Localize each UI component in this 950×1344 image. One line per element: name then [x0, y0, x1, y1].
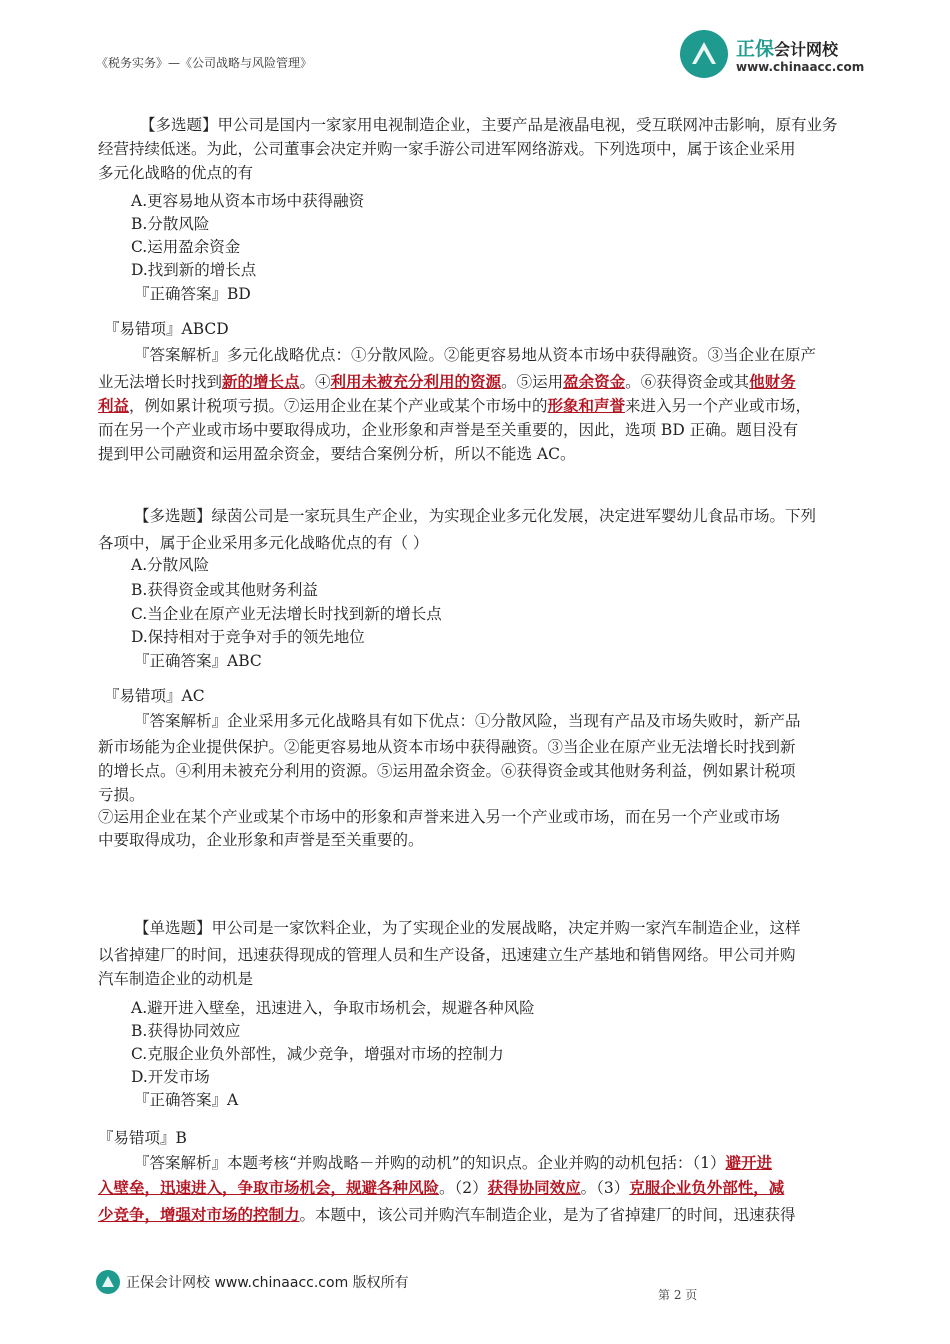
brand-url: www.chinaacc.com: [736, 60, 865, 74]
q2-stem-line-clipped: 各项中，属于企业采用多元化战略优点的有（ ）: [98, 534, 429, 552]
q1-analysis-line-4: 提到甲公司融资和运用盈余资金，要结合案例分析，所以不能选 AC。: [98, 445, 576, 463]
q1-stem-top: 【多选题】甲公司是国内一家家用电视制造企业，主要产品是液晶电视，受互联网冲击影响，原有业务: [140, 116, 838, 134]
q2-analysis-top: 『答案解析』企业采用多元化战略具有如下优点：①分散风险，当现有产品及市场失败时，新产品: [134, 712, 801, 730]
q3-analysis-line-1: 『答案解析』本题考核“并购战略－并购的动机”的知识点。企业并购的动机包括：（1）避开进: [134, 1153, 772, 1172]
q3-wrong-option: 『易错项』B: [98, 1129, 187, 1147]
header-document-title: 《税务实务》—《公司战略与风险管理》: [96, 56, 313, 70]
q3-stem-top: 【单选题】甲公司是一家饮料企业，为了实现企业的发展战略，决定并购一家汽车制造企业，这样: [134, 919, 801, 937]
q3-option-a: A.避开进入壁垒，迅速进入，争取市场机会，规避各种风险: [131, 999, 535, 1017]
q1-correct-answer: 『正确答案』BD: [134, 285, 251, 303]
q3-stem-line: 以省掉建厂的时间，迅速获得现成的管理人员和生产设备，迅速建立生产基地和销售网络。甲公司并购: [98, 946, 796, 964]
q3-analysis-line-3: 少竞争，增强对市场的控制力。本题中，该公司并购汽车制造企业，是为了省掉建厂的时间，迅速获得: [98, 1205, 796, 1224]
footer-copyright: 正保会计网校 www.chinaacc.com 版权所有: [126, 1275, 409, 1291]
q1-analysis-line-1: 业无法增长时找到新的增长点。④利用未被充分利用的资源。⑤运用盈余资金。⑥获得资金或其他财务: [98, 372, 796, 391]
q1-wrong-option: 『易错项』ABCD: [104, 320, 229, 338]
q2-analysis-line-3: 亏损。: [98, 786, 145, 804]
q1-option-b: B.分散风险: [131, 215, 210, 233]
q1-analysis-line-2: 利益，例如累计税项亏损。⑦运用企业在某个产业或某个市场中的形象和声誉来进入另一个产业或市场，: [98, 396, 812, 415]
q1-option-a: A.更容易地从资本市场中获得融资: [131, 192, 365, 210]
brand-logo-icon: [680, 30, 728, 78]
brand-logo: [676, 24, 876, 84]
q3-option-c: C.克服企业负外部性，减少竞争，增强对市场的控制力: [131, 1045, 504, 1063]
q2-analysis-line-1: 新市场能为企业提供保护。②能更容易地从资本市场中获得融资。③当企业在原产业无法增长时找到新: [98, 738, 796, 756]
footer-logo-icon: [96, 1270, 120, 1294]
q2-correct-answer: 『正确答案』ABC: [134, 652, 262, 670]
q1-stem-line: 经营持续低迷。为此，公司董事会决定并购一家手游公司进军网络游戏。下列选项中，属于该企业采用: [98, 140, 796, 158]
q2-option-a: A.分散风险: [131, 556, 210, 574]
q3-analysis-line-2: 入壁垒，迅速进入，争取市场机会，规避各种风险。（2）获得协同效应。（3）克服企业负外部性，减: [98, 1178, 785, 1197]
q2-option-d: D.保持相对于竞争对手的领先地位: [131, 628, 365, 646]
q3-option-d: D.开发市场: [131, 1068, 210, 1086]
q1-option-c: C.运用盈余资金: [131, 238, 241, 256]
q2-analysis-line-5: 中要取得成功，企业形象和声誉是至关重要的。: [98, 831, 424, 849]
q2-analysis-line-2: 的增长点。④利用未被充分利用的资源。⑤运用盈余资金。⑥获得资金或其他财务利益，例如累计税项: [98, 762, 796, 780]
q2-stem-top: 【多选题】绿茵公司是一家玩具生产企业，为实现企业多元化发展，决定进军婴幼儿食品市场。下列: [134, 507, 817, 525]
q3-option-b: B.获得协同效应: [131, 1022, 241, 1040]
q2-option-b: B.获得资金或其他财务利益: [131, 581, 318, 599]
q3-correct-answer: 『正确答案』A: [134, 1091, 239, 1109]
q1-analysis-top: 『答案解析』多元化战略优点：①分散风险。②能更容易地从资本市场中获得融资。③当企业在原产: [134, 346, 817, 364]
q2-analysis-line-4: ⑦运用企业在某个产业或某个市场中的形象和声誉来进入另一个产业或市场，而在另一个产业或市场: [98, 808, 781, 826]
q2-wrong-option: 『易错项』AC: [104, 687, 205, 705]
q1-analysis-line-3: 而在另一个产业或市场中要取得成功，企业形象和声誉是至关重要的，因此，选项 BD 正确。题目没有: [98, 421, 799, 439]
q3-stem-line-clipped: 汽车制造企业的动机是: [98, 970, 254, 988]
brand-name: 正保会计网校: [736, 38, 839, 60]
q1-option-d: D.找到新的增长点: [131, 261, 257, 279]
q1-stem-line-clipped: 多元化战略的优点的有: [98, 164, 254, 182]
page-number: 第 2 页: [658, 1288, 698, 1302]
q2-option-c: C.当企业在原产业无法增长时找到新的增长点: [131, 605, 442, 623]
